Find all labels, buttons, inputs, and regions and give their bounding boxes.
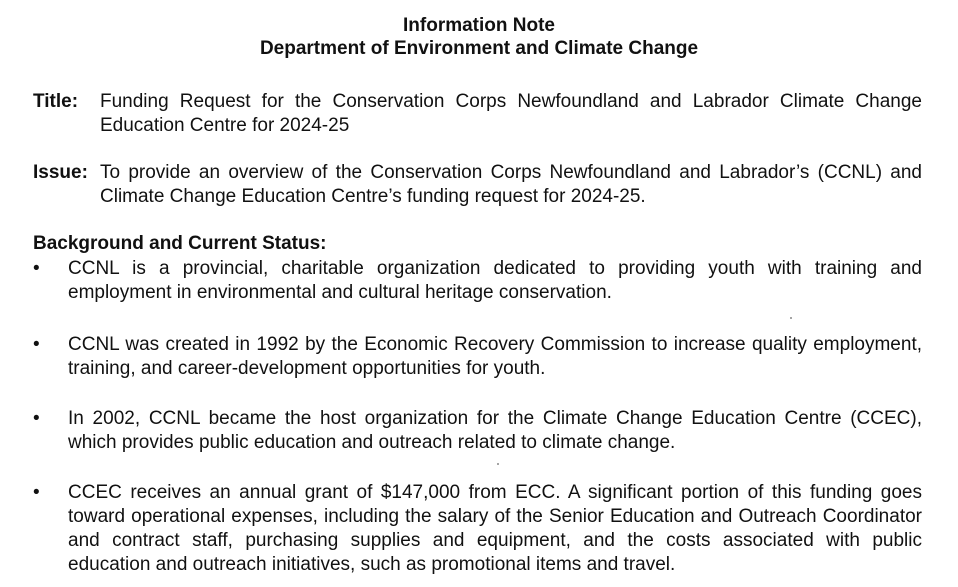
bullet-text: CCNL is a provincial, charitable organization dedicated to providing youth with training and employment in environmental and cultural heritage conservation.	[68, 258, 922, 303]
bullet-icon: •	[33, 482, 40, 503]
issue-label: Issue:	[33, 162, 88, 183]
scan-speck	[790, 317, 792, 319]
bullet-icon: •	[33, 258, 40, 279]
scan-speck	[497, 463, 499, 465]
bullet-icon: •	[33, 334, 40, 355]
bullet-text: CCEC receives an annual grant of $147,000 from ECC. A significant portion of this funding goes toward operational expenses, including the salary of the Senior Education and Outreach Coordinator and contract staff, purchasing supplies and equipment, and the costs associated with public education and outreach initiatives, such as promotional items and travel.	[68, 482, 922, 575]
bullet-text: In 2002, CCNL became the host organization for the Climate Change Education Centre (CCEC), which provides public education and outreach related to climate change.	[68, 408, 922, 453]
title-text: Funding Request for the Conservation Corps Newfoundland and Labrador Climate Change Education Centre for 2024-25	[100, 91, 922, 136]
title-label: Title:	[33, 91, 79, 112]
bullet-text: CCNL was created in 1992 by the Economic Recovery Commission to increase quality employment, training, and career-development opportunities for youth.	[68, 334, 922, 379]
background-heading: Background and Current Status:	[33, 233, 327, 254]
department-heading: Department of Environment and Climate Change	[259, 38, 699, 59]
bullet-icon: •	[33, 408, 40, 429]
document-type-heading: Information Note	[403, 15, 555, 36]
issue-text: To provide an overview of the Conservation Corps Newfoundland and Labrador’s (CCNL) and Climate Change Education Centre’s funding request for 2024-25.	[100, 162, 922, 207]
